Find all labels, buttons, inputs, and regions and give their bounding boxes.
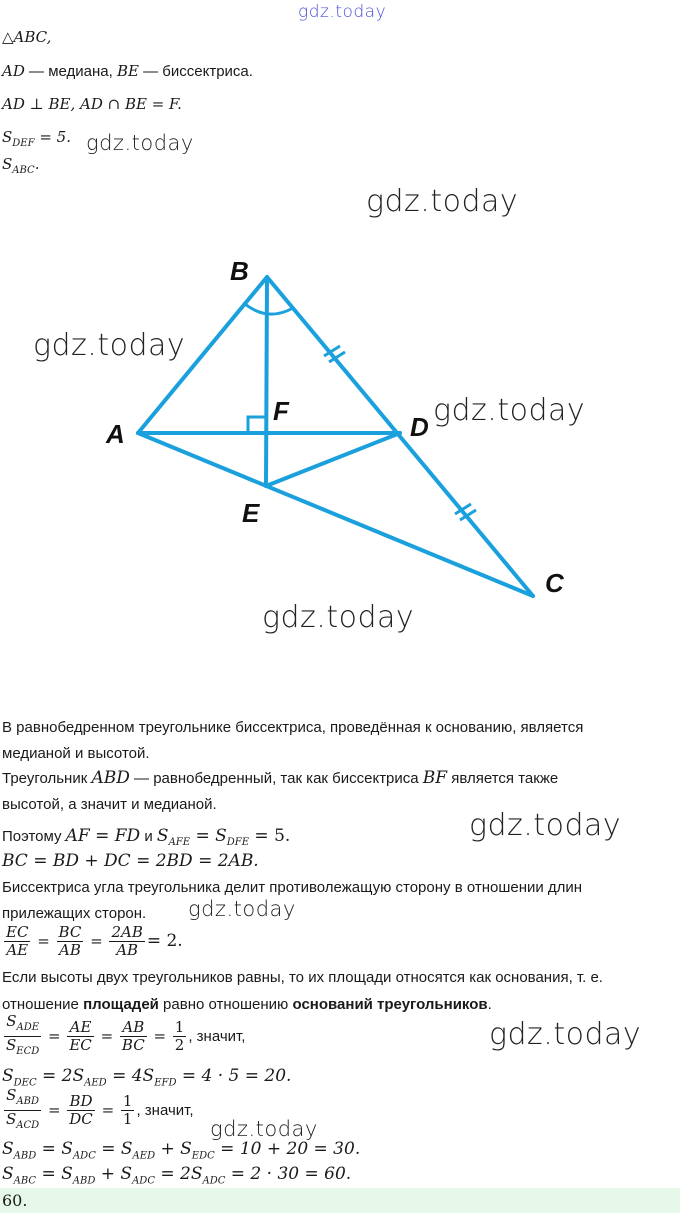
math: = S	[36, 1139, 73, 1159]
sub: DEF	[12, 138, 35, 149]
num: AB	[120, 1019, 147, 1037]
bisector-be	[266, 277, 267, 486]
math-ad: AD	[2, 62, 25, 80]
num: 2AB	[111, 923, 143, 941]
watermark: gdz.today	[86, 131, 194, 155]
watermark: gdz.today	[433, 393, 586, 428]
right-angle-mark	[248, 417, 266, 433]
fraction	[4, 1087, 41, 1134]
given-area-def	[2, 128, 71, 149]
watermark: gdz.today	[366, 184, 519, 219]
text: Треугольник	[2, 770, 92, 787]
given-triangle: △ABC,	[2, 28, 52, 46]
den: S	[6, 1110, 17, 1128]
watermark-top: gdz.today	[298, 2, 387, 22]
watermark: gdz.today	[262, 600, 415, 635]
text: и	[140, 828, 157, 845]
solution-p1b: медианой и высотой.	[2, 745, 150, 762]
num: AE	[67, 1019, 93, 1037]
label-c: C	[545, 568, 564, 598]
text: равно отношению	[158, 996, 293, 1013]
num: EC	[6, 923, 29, 941]
solution-p7	[2, 995, 492, 1013]
num: 1	[174, 1018, 185, 1036]
side-ab	[138, 277, 267, 433]
watermark: gdz.today	[469, 808, 622, 843]
num: 1	[122, 1092, 133, 1110]
sub: AED	[132, 1150, 156, 1162]
sub: ADC	[72, 1150, 96, 1162]
solution-p5: Биссектриса угла треугольника делит противолежащую сторону в отношении длин	[2, 879, 583, 896]
formula-ratio: $\frac{EC}{AE}$ = $\frac{BC}{AB}$ = $\frac{2AB}{AB}$ = 2.	[6, 923, 183, 959]
solution-p5b: прилежащих сторон.	[2, 905, 147, 922]
given-find-area	[2, 155, 39, 176]
given-median-bisector	[2, 62, 253, 80]
math-be: BE	[116, 62, 139, 80]
solution-p8	[2, 1066, 291, 1088]
math: = 4S	[106, 1066, 155, 1086]
math: + S	[155, 1139, 192, 1159]
formula-area-ratio: $\frac{S_{ADE}}{S_{ECD}}$ = $\frac{AE}{EC}$ = $\frac{AB}{BC}$ = $\frac{1}{2}$ , значит,	[2, 1013, 245, 1060]
num: BC	[58, 923, 82, 941]
s: S	[2, 128, 13, 146]
solution-p1: В равнобедренном треугольнике биссектриса, проведённая к основанию, является	[2, 719, 584, 736]
den: S	[6, 1036, 17, 1054]
solution-p6: Если высоты двух треугольников равны, то их площади относятся как основания, т. е.	[2, 969, 603, 986]
sub: ECD	[16, 1046, 40, 1057]
text: — медиана,	[24, 63, 117, 80]
fraction	[67, 1019, 93, 1054]
math: S	[2, 1066, 14, 1086]
math: ABD	[91, 768, 130, 788]
sub: ABD	[16, 1096, 40, 1107]
sub: AED	[84, 1077, 107, 1089]
solution-p3	[2, 826, 290, 848]
label-e: E	[242, 498, 260, 528]
formula-area-ratio-2: $\frac{S_{ABD}}{S_{ACD}}$ = $\frac{BD}{DC}$ = $\frac{1}{1}$ , значит,	[2, 1087, 194, 1134]
solution-p10	[2, 1164, 351, 1186]
watermark: gdz.today	[33, 328, 186, 363]
watermark: gdz.today	[489, 1017, 642, 1052]
fraction	[4, 1013, 41, 1060]
sub: ABD	[13, 1150, 37, 1162]
num: S	[6, 1086, 17, 1104]
sub: EDC	[191, 1150, 215, 1162]
eq: = 5.	[34, 128, 71, 146]
triangle-diagram	[0, 230, 680, 650]
math: = S	[190, 826, 227, 846]
solution-p9	[2, 1139, 360, 1161]
math: + S	[95, 1164, 133, 1184]
text: является также	[447, 770, 559, 787]
den: DC	[69, 1110, 93, 1128]
solution-p4: BC = BD + DC = 2BD = 2AB.	[2, 851, 259, 871]
num: S	[6, 1012, 17, 1030]
label-b: B	[230, 256, 249, 286]
given-perpendicular: AD ⊥ BE, AD ∩ BE = F.	[2, 95, 182, 113]
text: Поэтому	[2, 828, 66, 845]
side-bc	[267, 277, 533, 596]
fraction	[121, 1093, 135, 1128]
sub: ABC	[12, 165, 35, 176]
watermark: gdz.today	[210, 1117, 318, 1141]
math: = 4 · 5 = 20.	[176, 1066, 292, 1086]
fraction	[57, 924, 84, 959]
figure-lines	[138, 277, 533, 596]
sub: ABD	[72, 1175, 96, 1187]
fraction	[67, 1093, 95, 1128]
math: S	[2, 1139, 14, 1159]
label-f: F	[273, 396, 289, 426]
sub: DEC	[13, 1077, 37, 1089]
text: , значит,	[136, 1102, 194, 1119]
den: EC	[69, 1036, 92, 1054]
sub: ADC	[132, 1175, 155, 1187]
math: S	[2, 1164, 14, 1184]
text: отношение	[2, 996, 84, 1013]
den: AB	[116, 941, 139, 959]
text: — равнобедренный, так как биссектриса	[129, 770, 423, 787]
sub: AFE	[168, 837, 191, 848]
sub: ACD	[16, 1120, 40, 1131]
den: BC	[121, 1036, 145, 1054]
text: — биссектриса.	[138, 63, 253, 80]
dot: .	[34, 155, 40, 173]
den: 2	[174, 1036, 185, 1054]
sub: ABC	[13, 1175, 37, 1187]
den: AB	[59, 941, 81, 959]
answer-bar	[0, 1188, 680, 1213]
den: 1	[122, 1110, 133, 1128]
text: .	[487, 996, 492, 1013]
sub: EFD	[154, 1077, 177, 1089]
segment-ed	[266, 433, 400, 486]
math: AF = FD	[65, 826, 141, 846]
math: = 10 + 20 = 30.	[214, 1139, 361, 1159]
den: AE	[6, 941, 29, 959]
angle-arc	[245, 304, 293, 314]
math: = 2 · 30 = 60.	[225, 1164, 352, 1184]
label-d: D	[410, 412, 429, 442]
fraction	[173, 1019, 187, 1054]
fraction	[109, 924, 144, 959]
math: = 2S	[154, 1164, 203, 1184]
sub: ADC	[202, 1175, 226, 1187]
math: S	[156, 826, 169, 846]
bold-text: площадей	[83, 996, 159, 1013]
text: , значит,	[188, 1028, 246, 1045]
fraction	[4, 924, 30, 959]
math: BF	[422, 768, 448, 788]
result: = 2.	[146, 931, 183, 951]
math: = S	[36, 1164, 73, 1184]
label-a: A	[106, 419, 125, 449]
math: = S	[95, 1139, 133, 1159]
bold-text: оснований треугольников	[292, 996, 488, 1013]
watermark: gdz.today	[188, 897, 296, 921]
answer-value: 60.	[2, 1191, 28, 1210]
num: BD	[67, 1093, 95, 1111]
sub: ADE	[16, 1022, 40, 1033]
solution-p2d: высотой, а значит и медианой.	[2, 796, 217, 813]
sub: DFE	[226, 837, 250, 848]
s: S	[2, 155, 13, 173]
math: = 5.	[249, 826, 291, 846]
fraction	[120, 1019, 147, 1054]
solution-p2	[2, 768, 558, 788]
math: = 2S	[36, 1066, 85, 1086]
